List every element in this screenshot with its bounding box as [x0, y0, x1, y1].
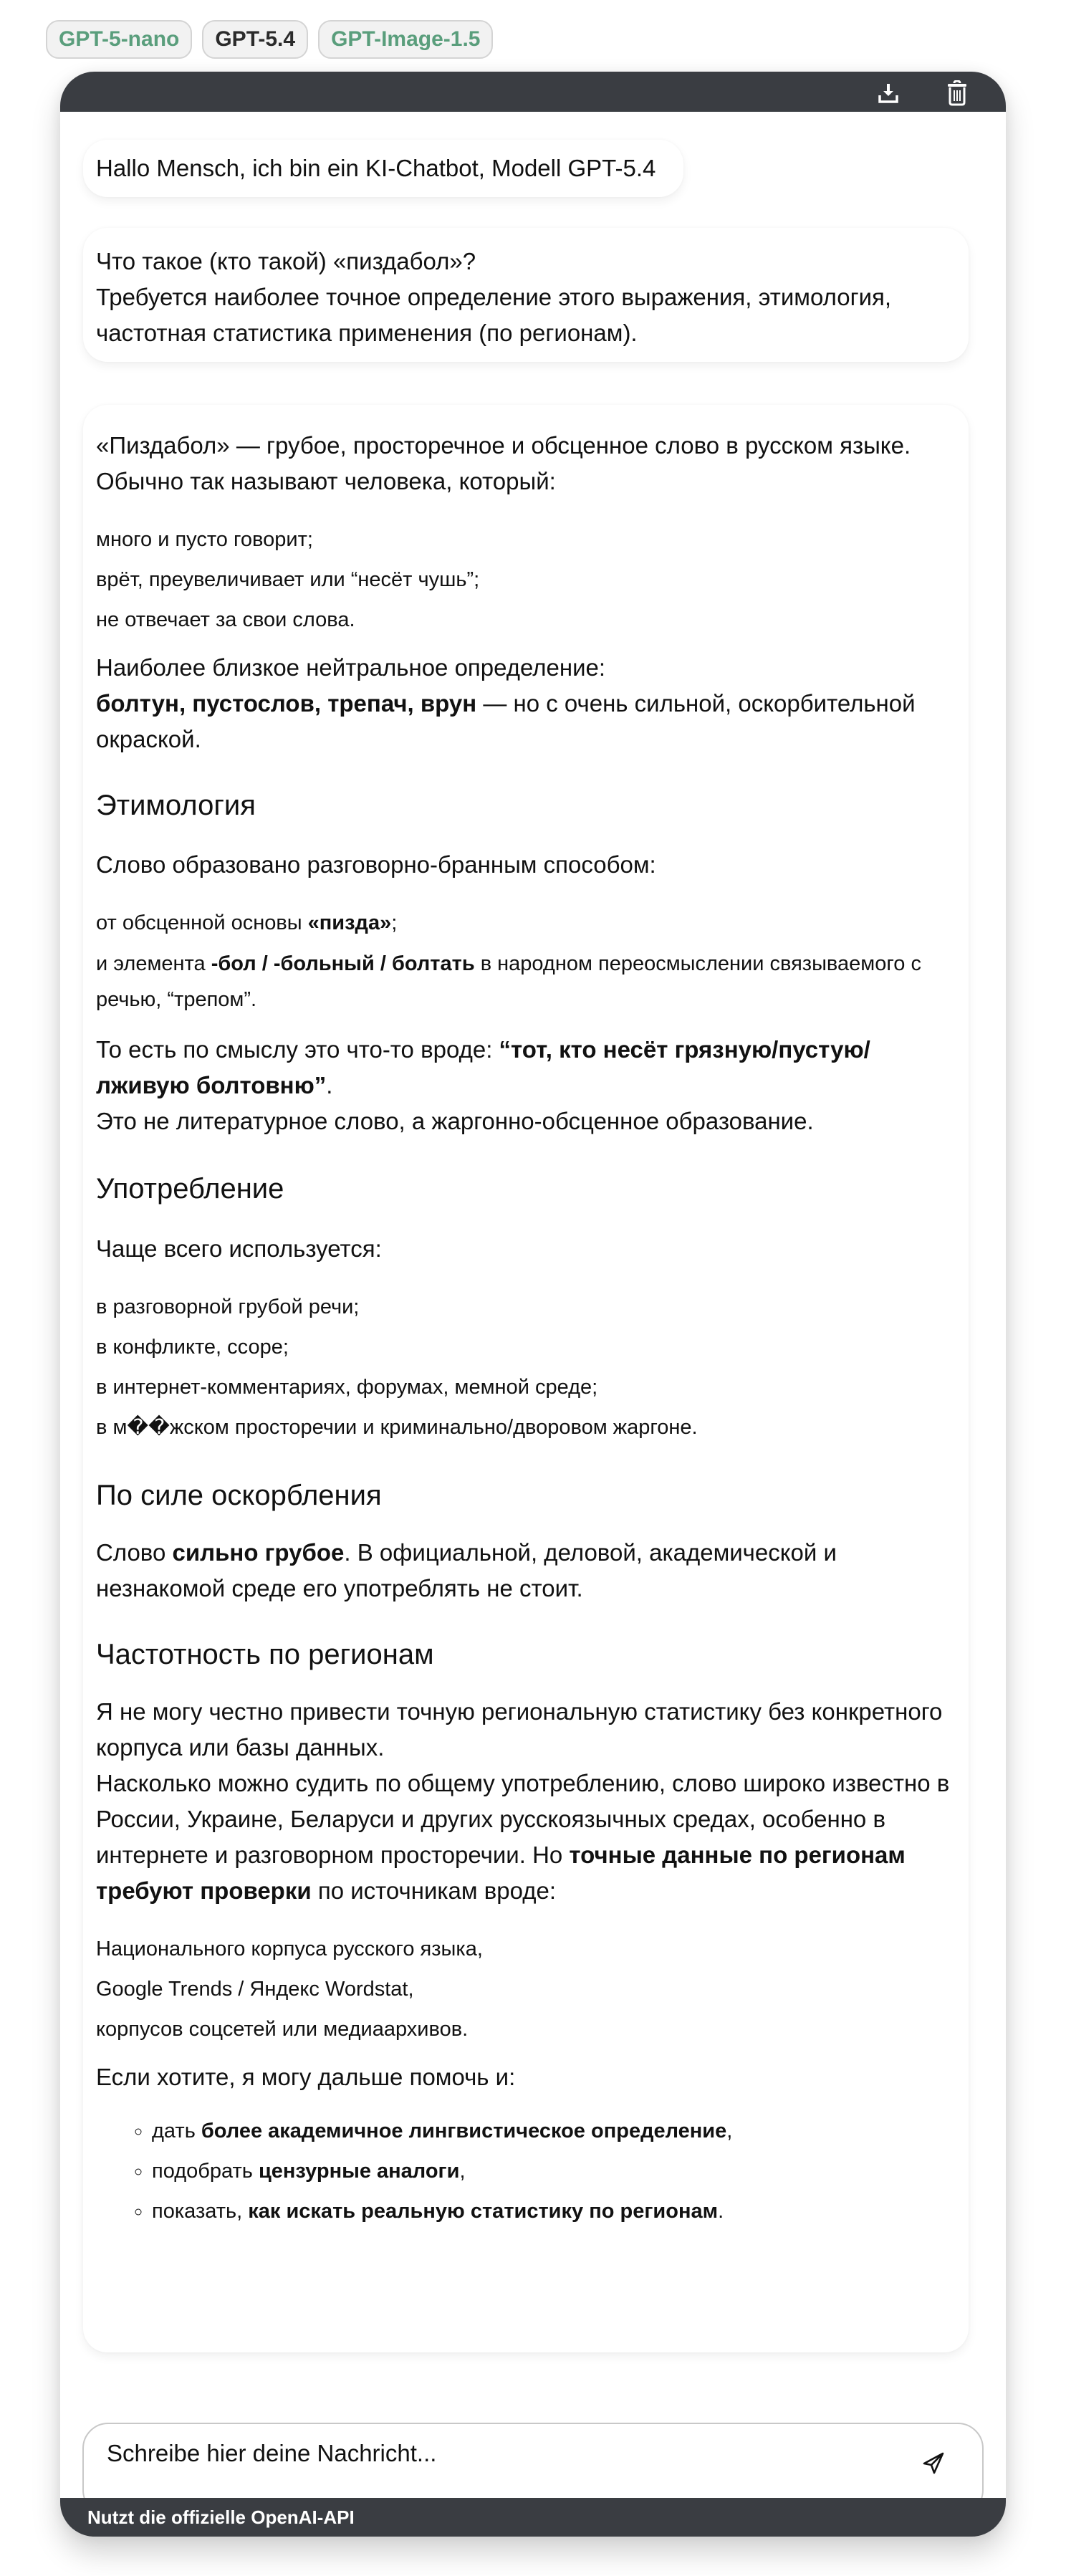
text: . — [718, 2200, 724, 2223]
bold-text: -бол / -больный / болтать — [211, 952, 475, 975]
list-item: в конфликте, ссоре; — [96, 1336, 289, 1359]
model-button-gpt-5-nano[interactable]: GPT-5-nano — [46, 20, 192, 59]
text: «Пиздабол» — грубое, просторечное и обсценное слово в русском языке. — [96, 432, 911, 459]
list-item: Google Trends / Яндекс Wordstat, — [96, 1978, 414, 2001]
section-heading: Частотность по регионам — [96, 1639, 434, 1670]
sources-list — [96, 1929, 956, 2049]
delete-chat-button[interactable] — [943, 79, 971, 107]
download-button[interactable] — [874, 79, 903, 107]
chat-header — [60, 72, 1006, 112]
text: Это не литературное слово, а жаргонно-обсценное образование. — [96, 1108, 814, 1134]
paragraph: Слово образовано разговорно-бранным способом: — [96, 851, 656, 878]
model-selector — [46, 20, 493, 59]
text: от обсценной основы — [96, 911, 308, 934]
chat-footer — [60, 2498, 1006, 2537]
text: . — [326, 1072, 333, 1098]
paragraph — [96, 1032, 956, 1139]
list-item: корпусов соцсетей или медиаархивов. — [96, 2018, 469, 2041]
list-item: много и пусто говорит; — [96, 528, 313, 551]
section-heading: Употребление — [96, 1173, 284, 1205]
list-item — [96, 943, 956, 1018]
bold-text: как искать реальную статистику по регионам — [248, 2200, 719, 2223]
text: по источникам вроде: — [311, 1877, 557, 1904]
text: . В официальной, деловой, академической и незнакомой среде его употреблять не стоит. — [96, 1539, 837, 1601]
paragraph — [96, 1535, 956, 1607]
paragraph: Чаще всего используется: — [96, 1235, 382, 1262]
text: Слово — [96, 1539, 173, 1566]
bold-text: болтун, пустослов, трепач, врун — [96, 690, 477, 717]
list-item — [152, 2111, 956, 2151]
text: Насколько можно судить по общему употреблению, слово широко известно в России, Украине, Беларуси и других русскоязычных средах, особенно в интернете и разговорном просторечии. Но — [96, 1770, 950, 1868]
text: и элемента — [96, 952, 211, 975]
section-heading: Этимология — [96, 790, 256, 821]
bold-text: цензурные аналоги — [258, 2160, 460, 2183]
assistant-message — [83, 405, 969, 2352]
list-item — [152, 2151, 956, 2191]
paragraph: Если хотите, я могу дальше помочь и: — [96, 2064, 516, 2090]
bold-text: сильно грубое — [172, 1539, 345, 1566]
user-message-line: Что такое (кто такой) «пиздабол»? — [96, 248, 476, 274]
traits-list — [96, 519, 956, 640]
text: , — [726, 2120, 733, 2142]
bold-text: «пизда» — [307, 911, 392, 934]
paragraph: Я не могу честно привести точную региональную статистику без конкретного корпуса или базы данных. — [96, 1698, 943, 1761]
send-icon — [921, 2451, 946, 2475]
etymology-list — [96, 903, 956, 1018]
list-item — [152, 2191, 956, 2231]
text: , — [459, 2160, 466, 2183]
list-item: в разговорной грубой речи; — [96, 1296, 360, 1318]
user-message — [83, 228, 969, 362]
greeting-text: Hallo Mensch, ich bin ein KI-Chatbot, Modell GPT-5.4 — [96, 155, 656, 181]
trash-icon — [946, 80, 968, 106]
paragraph — [96, 1766, 956, 1909]
text: подобрать — [152, 2160, 259, 2183]
user-message-line: Требуется наиболее точное определение этого выражения, этимология, частотная статистика применения (по регионам). — [96, 284, 892, 346]
text: Наиболее близкое нейтральное определение: — [96, 654, 606, 681]
text: дать — [152, 2120, 201, 2142]
list-item: в интернет-комментариях, форумах, мемной среде; — [96, 1376, 598, 1399]
list-item: врёт, преувеличивает или “несёт чушь”; — [96, 568, 480, 591]
message-input-placeholder: Schreibe hier deine Nachricht... — [107, 2440, 437, 2466]
text: То есть по смыслу это что-то вроде: — [96, 1036, 499, 1063]
bold-text: более академичное лингвистическое определение — [201, 2120, 727, 2142]
list-item: не отвечает за свои слова. — [96, 608, 355, 631]
model-button-gpt-image-1-5[interactable]: GPT-Image-1.5 — [318, 20, 493, 59]
send-button[interactable] — [919, 2448, 948, 2477]
model-button-gpt-5-4[interactable]: GPT-5.4 — [202, 20, 308, 59]
text: в народном переосмыслении связываемого с речью, “трепом”. — [96, 952, 921, 1011]
text: ; — [391, 911, 398, 934]
text: показать, — [152, 2200, 249, 2223]
paragraph — [96, 650, 956, 757]
section-heading: По силе оскорбления — [96, 1480, 382, 1511]
offers-list — [96, 2111, 956, 2231]
footer-text: Nutzt die offizielle OpenAI-API — [87, 2506, 355, 2528]
bold-text: “тот, кто несёт грязную/пустую/лживую болтовню” — [96, 1036, 870, 1098]
text: Обычно так называют человека, который: — [96, 468, 556, 494]
list-item: в м��жском просторечии и криминально/дворовом жаргоне. — [96, 1416, 698, 1439]
usage-list — [96, 1287, 956, 1447]
chat-window — [60, 72, 1006, 2537]
list-item — [96, 903, 956, 943]
bold-text: точные данные по регионам требуют проверки — [96, 1842, 906, 1904]
download-icon — [876, 81, 901, 105]
paragraph — [96, 428, 956, 499]
list-item: Национального корпуса русского языка, — [96, 1938, 483, 1960]
bot-greeting-message — [83, 140, 683, 197]
text: — но с очень сильной, оскорбительной окраской. — [96, 690, 916, 752]
